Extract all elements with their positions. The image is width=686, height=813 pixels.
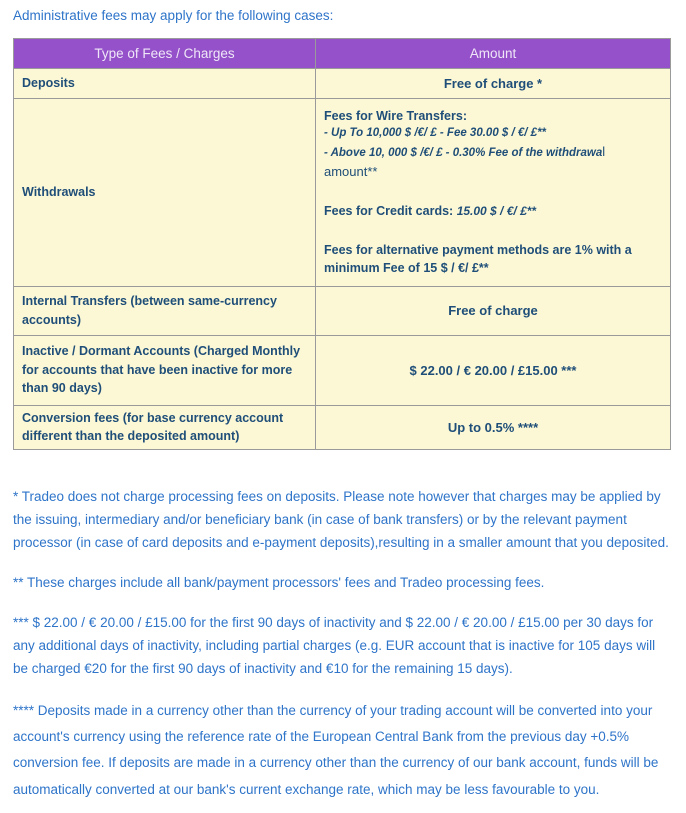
fee-type-internal-transfers: Internal Transfers (between same-currency accounts) — [14, 286, 316, 335]
footnote-inactivity: *** $ 22.00 / € 20.00 / £15.00 for the first 90 days of inactivity and $ 22.00 / € 20.00 / £15.00 per 30 days for any additional days of inactivity, including partial charges (e.g. EUR account that is inactive for 105 days will be charged €20 for the first 90 days of inactivity and €10 for the remaining 15 days). — [13, 614, 659, 676]
wire-tier2-italic-part: - Above 10, 000 $ /€/ £ - 0.30% Fee of the withdrawa — [324, 146, 603, 159]
fees-table — [13, 38, 671, 450]
footnote-conversion: **** Deposits made in a currency other than the currency of your trading account will be converted into your account's currency using the reference rate of the European Central Bank from the previous day +0.5% conversion fee. If deposits are made in a currency other than the currency of our bank account, funds will be automatically converted at our bank's current exchange rate, which may be less favourable to you. — [13, 702, 668, 797]
footnote-deposits: * Tradeo does not charge processing fees on deposits. Please note however that charges may be applied by the issuing, intermediary and/or beneficiary bank (in case of bank transfers) or by the relevant payment processor (in case of card deposits and e-payment deposits),resulting in a smaller amount that you deposited. — [13, 489, 669, 550]
table-row-inactive-accounts — [14, 335, 671, 405]
table-row-internal-transfers — [14, 286, 671, 335]
amount-conversion-fees: Up to 0.5% **** — [316, 405, 671, 450]
spacer — [324, 181, 662, 202]
table-row-withdrawals — [14, 99, 671, 287]
table-row-deposits — [14, 69, 671, 99]
amount-deposits: Free of charge * — [316, 69, 671, 99]
credit-cards-line — [324, 202, 662, 221]
intro-text: Administrative fees may apply for the following cases: — [13, 8, 334, 23]
fee-type-deposits: Deposits — [14, 69, 316, 99]
wire-transfers-tier1: - Up To 10,000 $ /€/ £ - Fee 30.00 $ / €/ £** — [324, 127, 547, 140]
fee-type-conversion-fees: Conversion fees (for base currency account different than the deposited amount) — [14, 405, 316, 450]
spacer — [324, 220, 662, 241]
credit-cards-value: 15.00 $ / €/ £** — [456, 203, 537, 218]
wire-tier2-regular-part: l amount** — [324, 143, 606, 179]
column-header-type: Type of Fees / Charges — [14, 39, 316, 69]
amount-internal-transfers: Free of charge — [316, 286, 671, 335]
wire-transfers-title: Fees for Wire Transfers: — [324, 109, 467, 123]
credit-cards-label: Fees for Credit cards: — [324, 203, 457, 218]
alternative-payments-line: Fees for alternative payment methods are 1% with a minimum Fee of 15 $ / €/ £** — [324, 243, 632, 276]
fee-type-inactive-accounts: Inactive / Dormant Accounts (Charged Monthly for accounts that have been inactive for more than 90 days) — [14, 335, 316, 405]
fee-type-withdrawals: Withdrawals — [14, 99, 316, 287]
table-header-row — [14, 39, 671, 69]
table-row-conversion-fees — [14, 405, 671, 450]
footnote-charges: ** These charges include all bank/payment processors' fees and Tradeo processing fees. — [13, 574, 545, 590]
footnotes-section — [13, 486, 672, 803]
amount-withdrawals — [316, 99, 671, 287]
wire-transfers-tier2 — [324, 143, 662, 181]
amount-inactive-accounts: $ 22.00 / € 20.00 / £15.00 *** — [316, 335, 671, 405]
column-header-amount: Amount — [316, 39, 671, 69]
